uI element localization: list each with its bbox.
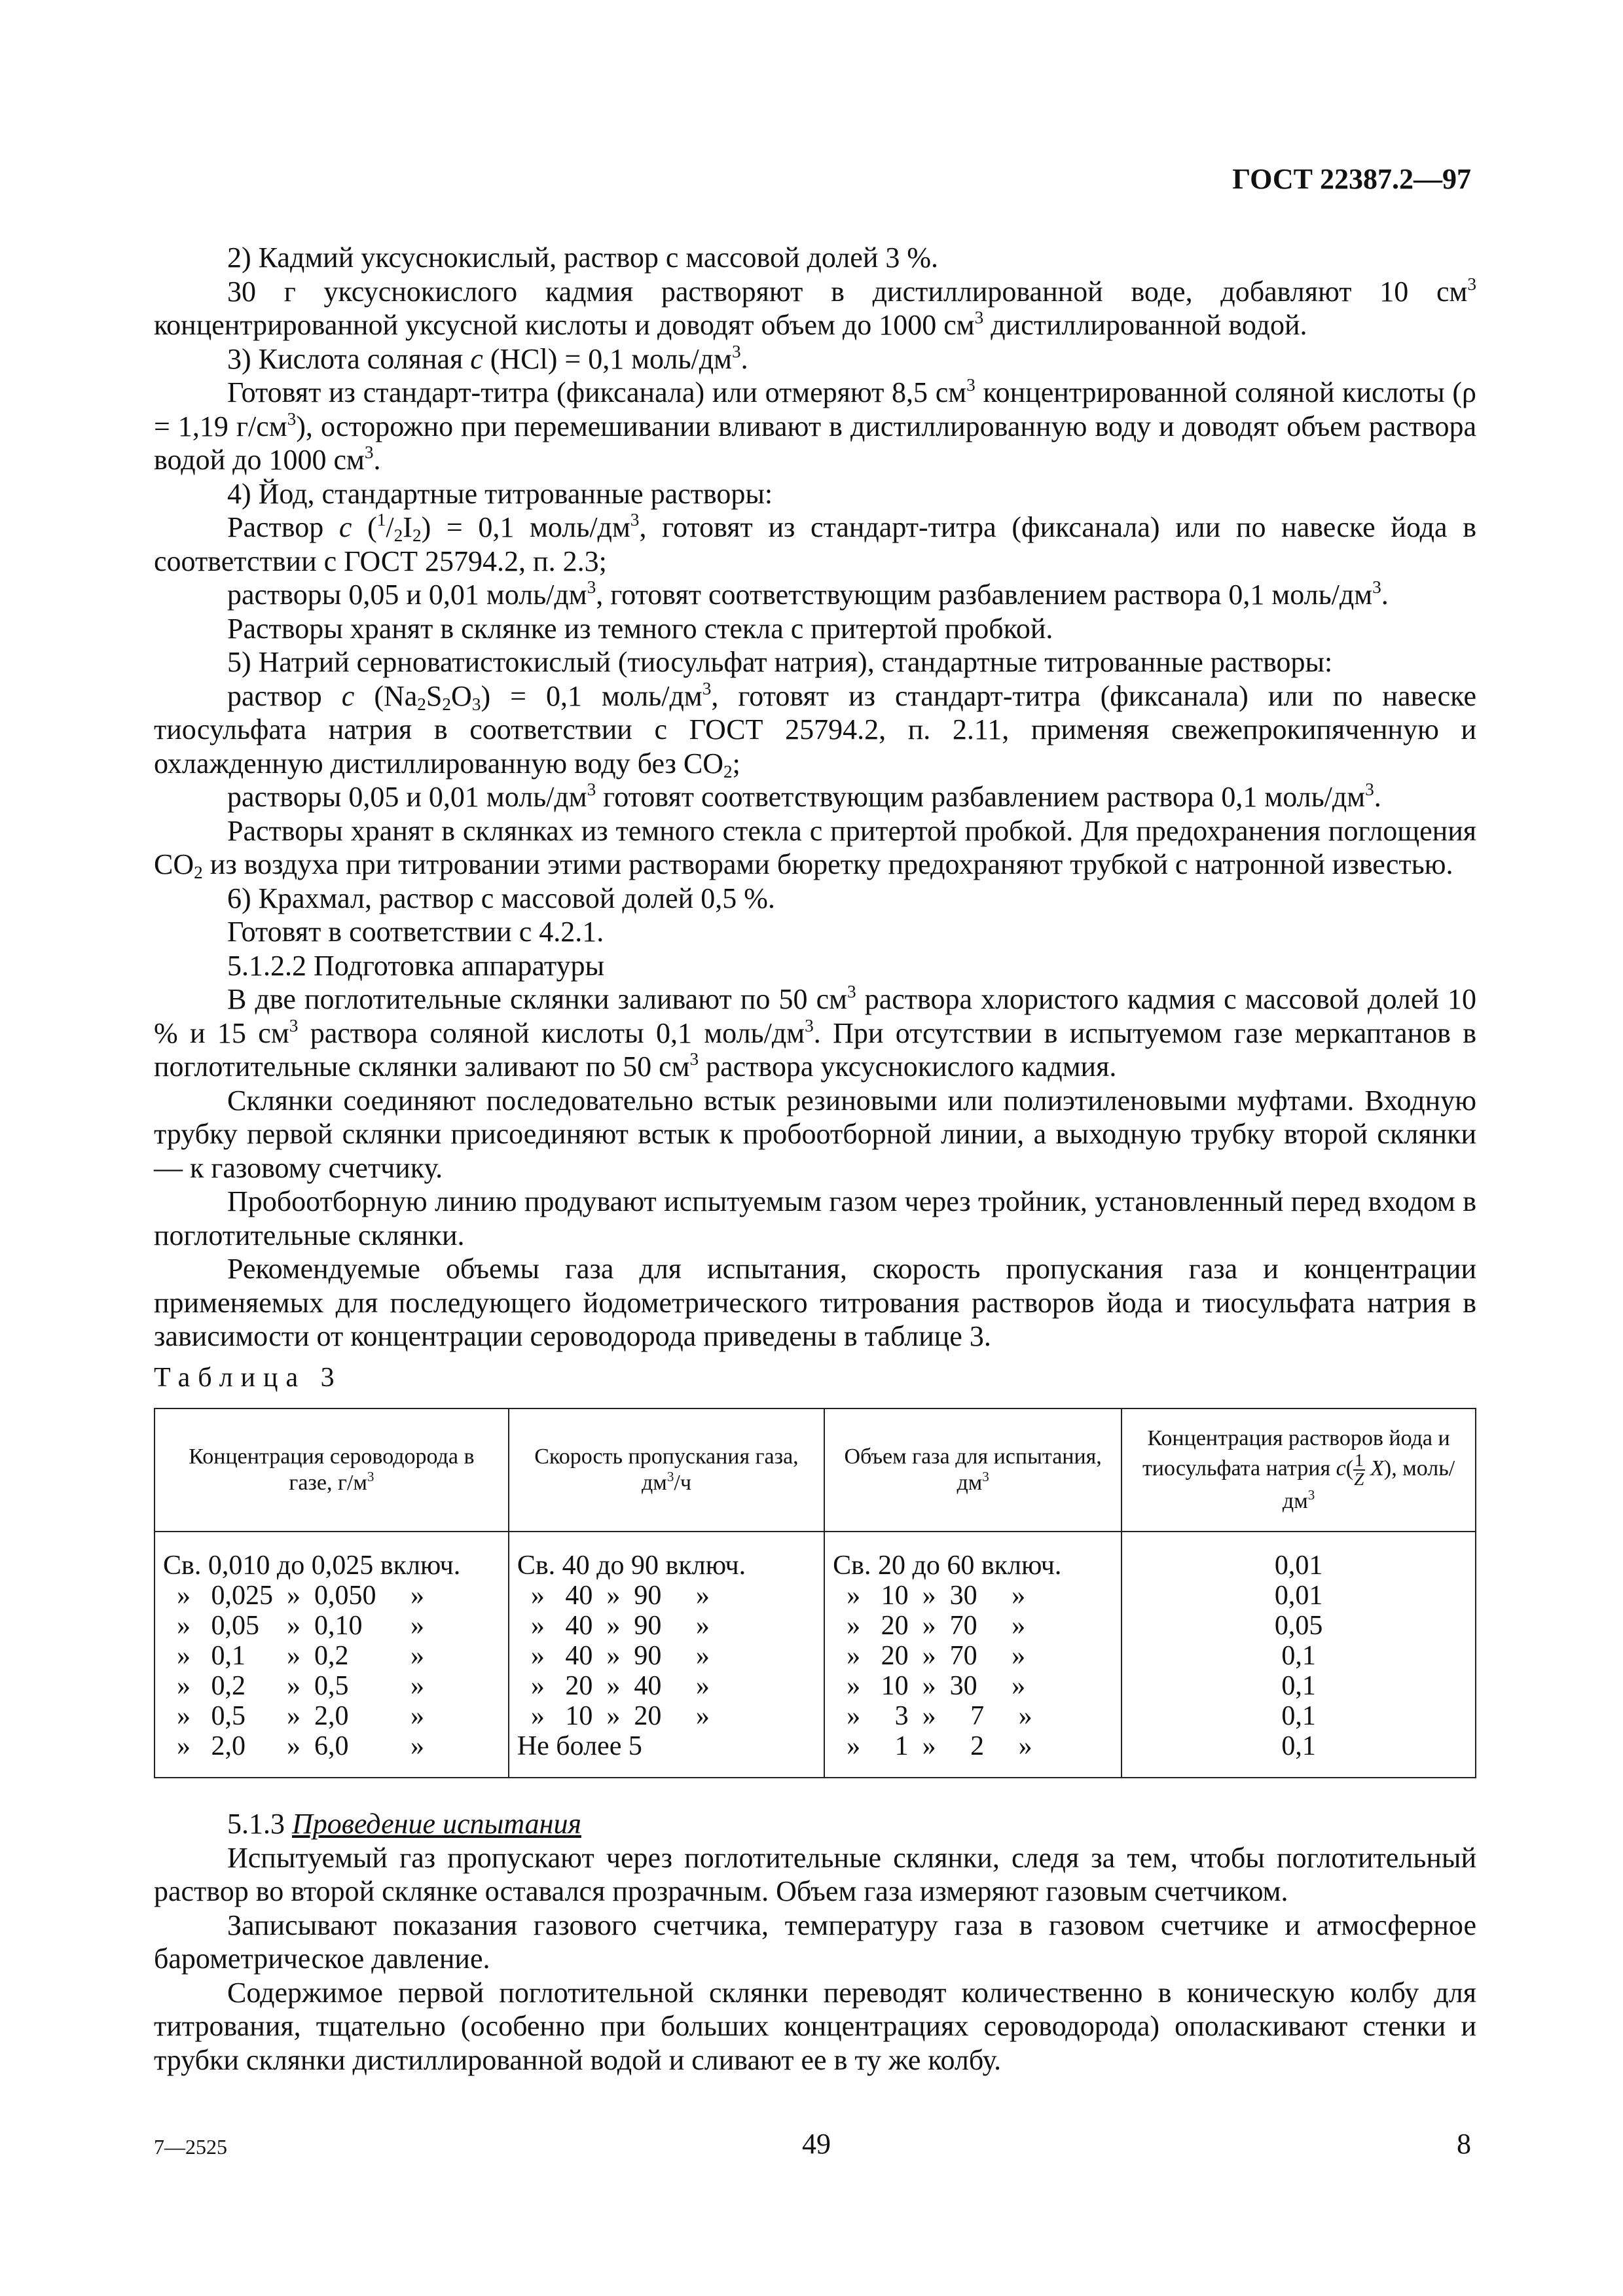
paragraph: 6) Крахмал, раствор с массовой долей 0,5 %.: [227, 882, 775, 914]
section-heading: 5.1.2.2 Подготовка аппаратуры: [227, 949, 605, 982]
paragraph: Содержимое первой поглотительной склянки переводят количественно в коническую колбу для титрования, тщательно (особенно при больших концентрациях сероводорода) ополаскивают стенки и трубки склянки дистиллированной водой и сливают ее в ту же колбу.: [154, 1976, 1476, 2076]
paragraph: Раствор c $(^1/_2I_2) = 0,1$ моль/$дм^3$, готовят из стандарт-титра (фиксанала) или по навеске йода в соответствии с ГОСТ 25794.2, п. 2.3;: [154, 510, 1477, 577]
table-row: » 2,0 » 6,0 » Не более 5 » 1 » 2 » 0,1: [155, 1731, 1476, 1778]
section-heading: 5.1.3 Проведение испытания: [227, 1808, 581, 1840]
table-row: » 0,05 » 0,10 » » 40 » 90 » » 20 » 70 » 0,05: [155, 1611, 1476, 1641]
table-3: [154, 1408, 1476, 1778]
column-header-gas-volume: Объем газа для испытания, $дм^3$: [824, 1408, 1122, 1532]
paragraph: Готовят из стандарт-титра (фиксанала) или отмеряют 8,5 $см^3$ концентрированной соляной кислоты (ρ = 1,19 $г/см^3$), осторожно при перемешивании вливают в дистиллированную воду и доводят объем раствора водой до 1000 $см^3$.: [154, 375, 1476, 476]
table-caption: Таблица 3: [154, 1362, 342, 1393]
paragraph: Растворы хранят в склянке из темного стекла с притертой пробкой.: [227, 612, 1053, 645]
table-row: Св. 0,010 до 0,025 включ. Св. 40 до 90 включ. Св. 20 до 60 включ. 0,01: [155, 1532, 1476, 1581]
paragraph: 5) Натрий серноватистокислый (тиосульфат натрия), стандартные титрованные растворы:: [227, 646, 1333, 678]
paragraph: 2) Кадмий уксуснокислый, раствор с массовой долей 3 %.: [227, 242, 939, 274]
paragraph: Записывают показания газового счетчика, температуру газа в газовом счетчике и атмосферное барометрическое давление.: [154, 1909, 1476, 1975]
paragraph: растворы 0,05 и 0,01 моль/$дм^3$, готовят соответствующим разбавлением раствора 0,1 моль/$дм^3$.: [227, 577, 1389, 611]
column-header-solution-concentration: Концентрация растворов йода и тиосульфата натрия c( $\frac{1}{Z}$ X), моль/$дм^3$: [1122, 1408, 1476, 1532]
paragraph: В две поглотительные склянки заливают по 50 $см^3$ раствора хлористого кадмия с массовой долей 10 % и 15 $см^3$ раствора соляной кислоты 0,1 моль/$дм^3$. При отсутствии в испытуемом газе меркаптанов в поглотительные склянки заливают по 50 $см^3$ раствора уксуснокислого кадмия.: [154, 982, 1476, 1083]
table-row: » 0,025 » 0,050 » » 40 » 90 » » 10 » 30 » 0,01: [155, 1581, 1476, 1611]
document-body: [154, 241, 1476, 2077]
paragraph: 3) Кислота соляная c (HCl) = 0,1 моль/$дм^3$.: [227, 341, 748, 375]
paragraph: Растворы хранят в склянках из темного стекла с притертой пробкой. Для предохранения поглощения $CO_2$ из воздуха при титровании этими растворами бюретку предохраняют трубкой с натронной известью.: [154, 814, 1476, 882]
table-row: » 0,2 » 0,5 » » 20 » 40 » » 10 » 30 » 0,1: [155, 1671, 1476, 1701]
paragraph: Готовят в соответствии с 4.2.1.: [227, 916, 604, 948]
document-standard-number: ГОСТ 22387.2—97: [1232, 163, 1471, 195]
column-header-h2s-concentration: Концентрация сероводорода в газе, $г/м^3$: [155, 1408, 509, 1532]
print-order-number: 7—2525: [154, 2135, 227, 2159]
paragraph: растворы 0,05 и 0,01 моль/$дм^3$ готовят соответствующим разбавлением раствора 0,1 моль/$дм^3$.: [227, 780, 1381, 813]
paragraph: Испытуемый газ пропускают через поглотительные склянки, следя за тем, чтобы поглотительный раствор во второй склянке оставался прозрачным. Объем газа измеряют газовым счетчиком.: [154, 1841, 1476, 1907]
sheet-number: 8: [1457, 2128, 1471, 2160]
paragraph: Пробоотборную линию продувают испытуемым газом через тройник, установленный перед входом в поглотительные склянки.: [154, 1185, 1476, 1251]
paragraph: Склянки соединяют последовательно встык резиновыми или полиэтиленовыми муфтами. Входную трубку первой склянки присоединяют встык к пробоотборной линии, а выходную трубку второй склянки — к газовому счетчику.: [154, 1084, 1476, 1184]
fraction-one-over-z: $\frac{1}{Z}$: [1354, 1450, 1364, 1489]
table-row: » 0,1 » 0,2 » » 40 » 90 » » 20 » 70 » 0,1: [155, 1641, 1476, 1671]
column-header-gas-flow-rate: Скорость пропускания газа, $дм^3/ч$: [509, 1408, 824, 1532]
paragraph: 30 г уксуснокислого кадмия растворяют в дистиллированной воде, добавляют 10 $см^3$ концентрированной уксусной кислоты и доводят объем до 1000 $см^3$ дистиллированной водой.: [154, 274, 1476, 341]
paragraph: раствор c $(Na_2S_2O_3) = 0,1$ моль/$дм^3$, готовят из стандарт-титра (фиксанала) или по навеске тиосульфата натрия в соответствии с ГОСТ 25794.2, п. 2.11, применяя свежепрокипяченную и охлажденную дистиллированную воду без $CO_2$;: [154, 678, 1476, 781]
paragraph: Рекомендуемые объемы газа для испытания, скорость пропускания газа и концентрации применяемых для последующего йодометрического титрования растворов йода и тиосульфата натрия в зависимости от концентрации сероводорода приведены в таблице 3.: [154, 1253, 1476, 1352]
table-row: » 0,5 » 2,0 » » 10 » 20 » » 3 » 7 » 0,1: [155, 1701, 1476, 1731]
paragraph: 4) Йод, стандартные титрованные растворы:: [227, 477, 773, 510]
page-number: 49: [802, 2128, 831, 2160]
